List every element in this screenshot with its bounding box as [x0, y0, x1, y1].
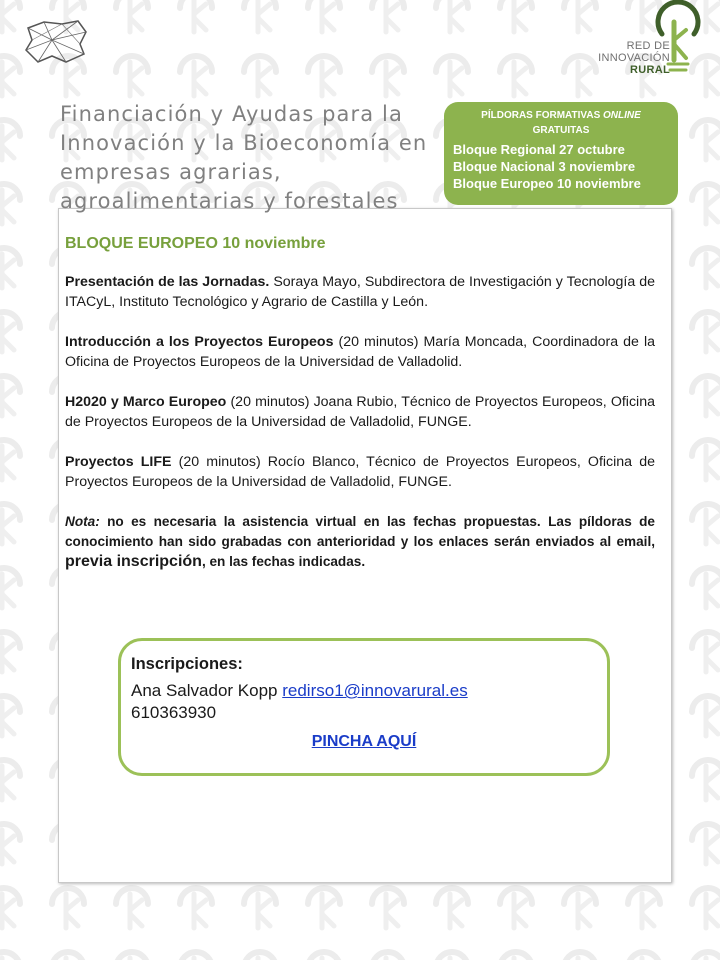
pattern-motif: [692, 952, 720, 960]
pattern-motif: [0, 952, 20, 960]
title-line: Financiación y Ayudas para la: [60, 102, 403, 126]
program-content: [65, 234, 655, 572]
pattern-motif: [436, 56, 468, 96]
program-item-text: Soraya Mayo, Subdirectora de Investigación y Tecnología de ITACyL, Instituto Tecnológico y Agrario de Castilla y León.: [65, 274, 655, 310]
pattern-motif: [308, 952, 340, 960]
pattern-motif: [692, 312, 720, 352]
pattern-motif: [692, 888, 720, 928]
pattern-motif: [692, 568, 720, 608]
pattern-motif: [180, 0, 212, 32]
program-item-title: Proyectos LIFE: [65, 454, 172, 470]
pattern-motif: [0, 56, 20, 96]
pattern-motif: [500, 56, 532, 96]
network-logo-line2: INNOVACIÓN: [598, 52, 670, 64]
pattern-motif: [52, 888, 84, 928]
block-date-item: Bloque Europeo 10 noviembre: [453, 176, 641, 191]
pattern-motif: [692, 632, 720, 672]
registration-contact: [131, 680, 597, 702]
pattern-motif: [0, 824, 20, 864]
info-heading-suffix: GRATUITAS: [532, 125, 590, 136]
note-emphasis: previa inscripción: [65, 553, 202, 570]
section-title: BLOQUE EUROPEO 10 noviembre: [65, 235, 326, 252]
note-label: Nota:: [65, 514, 100, 529]
pattern-motif: [52, 952, 84, 960]
pattern-motif: [628, 888, 660, 928]
pattern-motif: [564, 952, 596, 960]
title-line: agroalimentarias y forestales: [60, 189, 399, 213]
program-item: [65, 332, 655, 372]
training-info-box: [444, 102, 678, 205]
pattern-motif: [372, 0, 404, 32]
pattern-motif: [308, 888, 340, 928]
pattern-motif: [116, 56, 148, 96]
pattern-motif: [692, 760, 720, 800]
pattern-motif: [692, 376, 720, 416]
pattern-motif: [116, 952, 148, 960]
info-heading-prefix: PÍLDORAS FORMATIVAS: [481, 110, 601, 121]
contact-name: Ana Salvador Kopp: [131, 681, 278, 700]
program-item-title: H2020 y Marco Europeo: [65, 394, 227, 410]
pattern-motif: [0, 312, 20, 352]
pattern-motif: [692, 696, 720, 736]
pattern-motif: [0, 0, 20, 32]
contact-phone: 610363930: [131, 703, 217, 722]
pattern-motif: [692, 184, 720, 224]
block-date-item: Bloque Nacional 3 noviembre: [453, 159, 636, 174]
pattern-motif: [0, 376, 20, 416]
pattern-motif: [0, 248, 20, 288]
pattern-motif: [436, 888, 468, 928]
pattern-motif: [500, 888, 532, 928]
pattern-motif: [564, 56, 596, 96]
pattern-motif: [0, 120, 20, 160]
block-dates-list: [444, 141, 678, 192]
program-item-title: Introducción a los Proyectos Europeos: [65, 334, 334, 350]
pattern-motif: [180, 952, 212, 960]
pattern-motif: [116, 888, 148, 928]
pattern-motif: [564, 888, 596, 928]
pattern-motif: [0, 568, 20, 608]
block-date-item: Bloque Regional 27 octubre: [453, 142, 625, 157]
registration-box: [118, 638, 610, 776]
pattern-motif: [500, 952, 532, 960]
pattern-motif: [0, 440, 20, 480]
pattern-motif: [116, 0, 148, 32]
pattern-motif: [500, 0, 532, 32]
pattern-motif: [180, 888, 212, 928]
pattern-motif: [628, 952, 660, 960]
pattern-motif: [372, 888, 404, 928]
pattern-motif: [0, 632, 20, 672]
pattern-motif: [436, 952, 468, 960]
program-item-text: (20 minutos) Rocío Blanco, Técnico de Proyectos Europeos, Oficina de Proyectos Europeos de la Universidad de Valladolid, FUNGE.: [65, 454, 655, 490]
program-item: [65, 392, 655, 432]
note-text: no es necesaria la asistencia virtual en las fechas propuestas. Las píldoras de conocimiento han sido grabadas con anterioridad y los enlaces serán enviados al email,: [65, 514, 655, 549]
register-link[interactable]: PINCHA AQUÍ: [311, 733, 417, 750]
pattern-motif: [436, 0, 468, 32]
pattern-motif: [308, 56, 340, 96]
program-item: [65, 452, 655, 492]
title-line: Innovación y la Bioeconomía en: [60, 131, 428, 155]
info-heading-online: ONLINE: [603, 110, 641, 121]
pattern-motif: [0, 184, 20, 224]
pattern-motif: [0, 888, 20, 928]
pattern-motif: [692, 440, 720, 480]
info-box-heading: [444, 108, 678, 138]
note-text-after: , en las fechas indicadas.: [201, 554, 366, 569]
network-logo-line1: RED DE: [626, 40, 670, 52]
pattern-motif: [372, 56, 404, 96]
page-title: [60, 100, 445, 216]
registration-title: Inscripciones:: [131, 655, 243, 673]
pattern-motif: [0, 504, 20, 544]
network-logo-line3: RURAL: [630, 64, 670, 76]
pattern-motif: [692, 504, 720, 544]
pattern-motif: [244, 952, 276, 960]
pattern-motif: [692, 248, 720, 288]
pattern-motif: [692, 824, 720, 864]
program-item-title: Presentación de las Jornadas.: [65, 274, 270, 290]
pattern-motif: [244, 888, 276, 928]
castilla-leon-map-icon: [22, 18, 90, 66]
pattern-motif: [0, 760, 20, 800]
contact-email-link[interactable]: redirso1@innovarural.es: [282, 681, 468, 700]
title-line: empresas agrarias,: [60, 160, 282, 184]
pattern-motif: [244, 56, 276, 96]
note-paragraph: [65, 512, 655, 572]
pattern-motif: [180, 56, 212, 96]
pattern-motif: [564, 0, 596, 32]
program-item: [65, 272, 655, 312]
pattern-motif: [692, 120, 720, 160]
pattern-motif: [308, 0, 340, 32]
pattern-motif: [372, 952, 404, 960]
pattern-motif: [0, 696, 20, 736]
program-item-text: (20 minutos) Joana Rubio, Técnico de Proyectos Europeos, Oficina de Proyectos Europeos de la Universidad de Valladolid, FUNGE.: [65, 394, 655, 430]
program-item-text: (20 minutos) María Moncada, Coordinadora de la Oficina de Proyectos Europeos de la Universidad de Valladolid.: [65, 334, 655, 370]
pattern-motif: [244, 0, 276, 32]
innovation-network-logo: [598, 0, 712, 80]
